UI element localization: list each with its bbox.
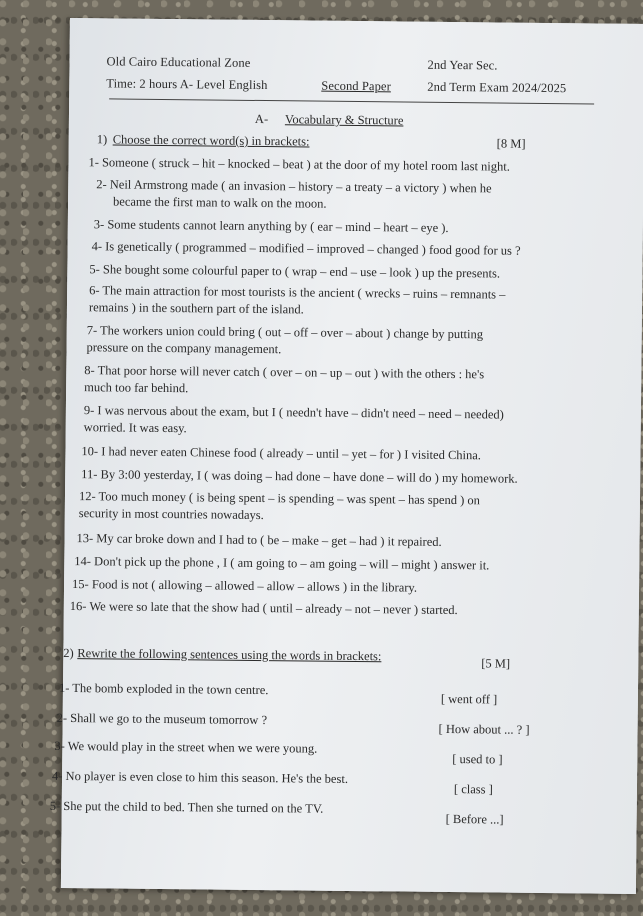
question-6: 6- The main attraction for most tourists is the ancient ( wrecks – ruins – remnants –	[89, 283, 506, 302]
question-7-cont: pressure on the company management.	[86, 340, 282, 357]
part1-number: 1)	[96, 132, 108, 147]
question-14: 14- Don't pick up the phone , I ( am going to – am going – will – might ) answer it.	[74, 554, 490, 573]
question-2: 2- Neil Armstrong made ( an invasion – history – a treaty – a victory ) when he	[96, 177, 492, 196]
exam-label: 2nd Term Exam 2024/2025	[427, 79, 567, 96]
section-title: Vocabulary & Structure	[284, 112, 404, 128]
header-divider	[109, 98, 594, 104]
zone-label: Old Cairo Educational Zone	[106, 54, 251, 70]
question-6-cont: remains ) in the southern part of the island.	[88, 300, 304, 317]
section-label: A-	[254, 111, 269, 127]
question-5: 5- She bought some colourful paper to ( wrap – end – use – look ) up the presents.	[89, 262, 501, 281]
question-8-cont: much too far behind.	[84, 380, 189, 396]
question-1: 1- Someone ( struck – hit – knocked – beat ) at the door of my hotel room last night.	[88, 155, 510, 174]
question-13: 13- My car broke down and I had to ( be – make – get – had ) it repaired.	[76, 531, 442, 549]
rewrite-item-3: 3- We would play in the street when we were young.	[54, 738, 318, 756]
question-8: 8- That poor horse will never catch ( over – on – up – out ) with the others : he's	[84, 363, 485, 382]
rewrite-keyword-4: [ class ]	[453, 782, 493, 797]
question-12: 12- Too much money ( is being spent – is spending – was spent – has spend ) on	[78, 489, 480, 508]
question-12-cont: security in most countries nowadays.	[78, 506, 264, 523]
time-level-label: Time: 2 hours A- Level English	[106, 76, 268, 93]
part1-marks: [8 M]	[496, 136, 526, 151]
question-9-cont: worried. It was easy.	[83, 420, 187, 436]
question-16: 16- We were so late that the show had ( until – already – not – never ) started.	[69, 599, 458, 618]
question-15: 15- Food is not ( allowing – allowed – allow – allows ) in the library.	[71, 577, 418, 595]
year-label: 2nd Year Sec.	[427, 57, 498, 73]
rewrite-item-1: 1- The bomb exploded in the town centre.	[58, 680, 269, 698]
question-11: 11- By 3:00 yesterday, I ( was doing – had done – have done – will do ) my homework.	[81, 467, 518, 486]
rewrite-keyword-1: [ went off ]	[440, 691, 498, 707]
rewrite-keyword-3: [ used to ]	[452, 752, 503, 767]
question-4: 4- Is genetically ( programmed – modified – improved – changed ) food good for us ?	[91, 239, 521, 258]
question-2-cont: became the first man to walk on the moon.	[113, 194, 327, 211]
part2-marks: [5 M]	[481, 656, 511, 671]
part1-instruction: Choose the correct word(s) in brackets:	[112, 132, 310, 149]
question-7: 7- The workers union could bring ( out – off – over – about ) change by putting	[86, 323, 484, 342]
rewrite-item-2: 2- Shall we go to the museum tomorrow ?	[56, 710, 268, 728]
part2-instruction: Rewrite the following sentences using the words in brackets:	[77, 646, 382, 664]
exam-paper	[49, 18, 643, 894]
question-9: 9- I was nervous about the exam, but I ( needn't have – didn't need – need – needed)	[83, 403, 504, 422]
question-10: 10- I had never eaten Chinese food ( already – until – yet – for ) I visited China.	[81, 444, 482, 463]
rewrite-item-5: 5- She put the child to bed. Then she turned on the TV.	[49, 798, 324, 816]
paper-label: Second Paper	[321, 78, 391, 94]
part2-number: 2)	[63, 645, 74, 661]
question-3: 3- Some students cannot learn anything by ( ear – mind – heart – eye ).	[93, 217, 449, 235]
rewrite-keyword-5: [ Before ...]	[445, 811, 504, 827]
rewrite-item-4: 4- No player is even close to him this season. He's the best.	[51, 768, 349, 786]
rewrite-keyword-2: [ How about ... ? ]	[438, 721, 530, 737]
